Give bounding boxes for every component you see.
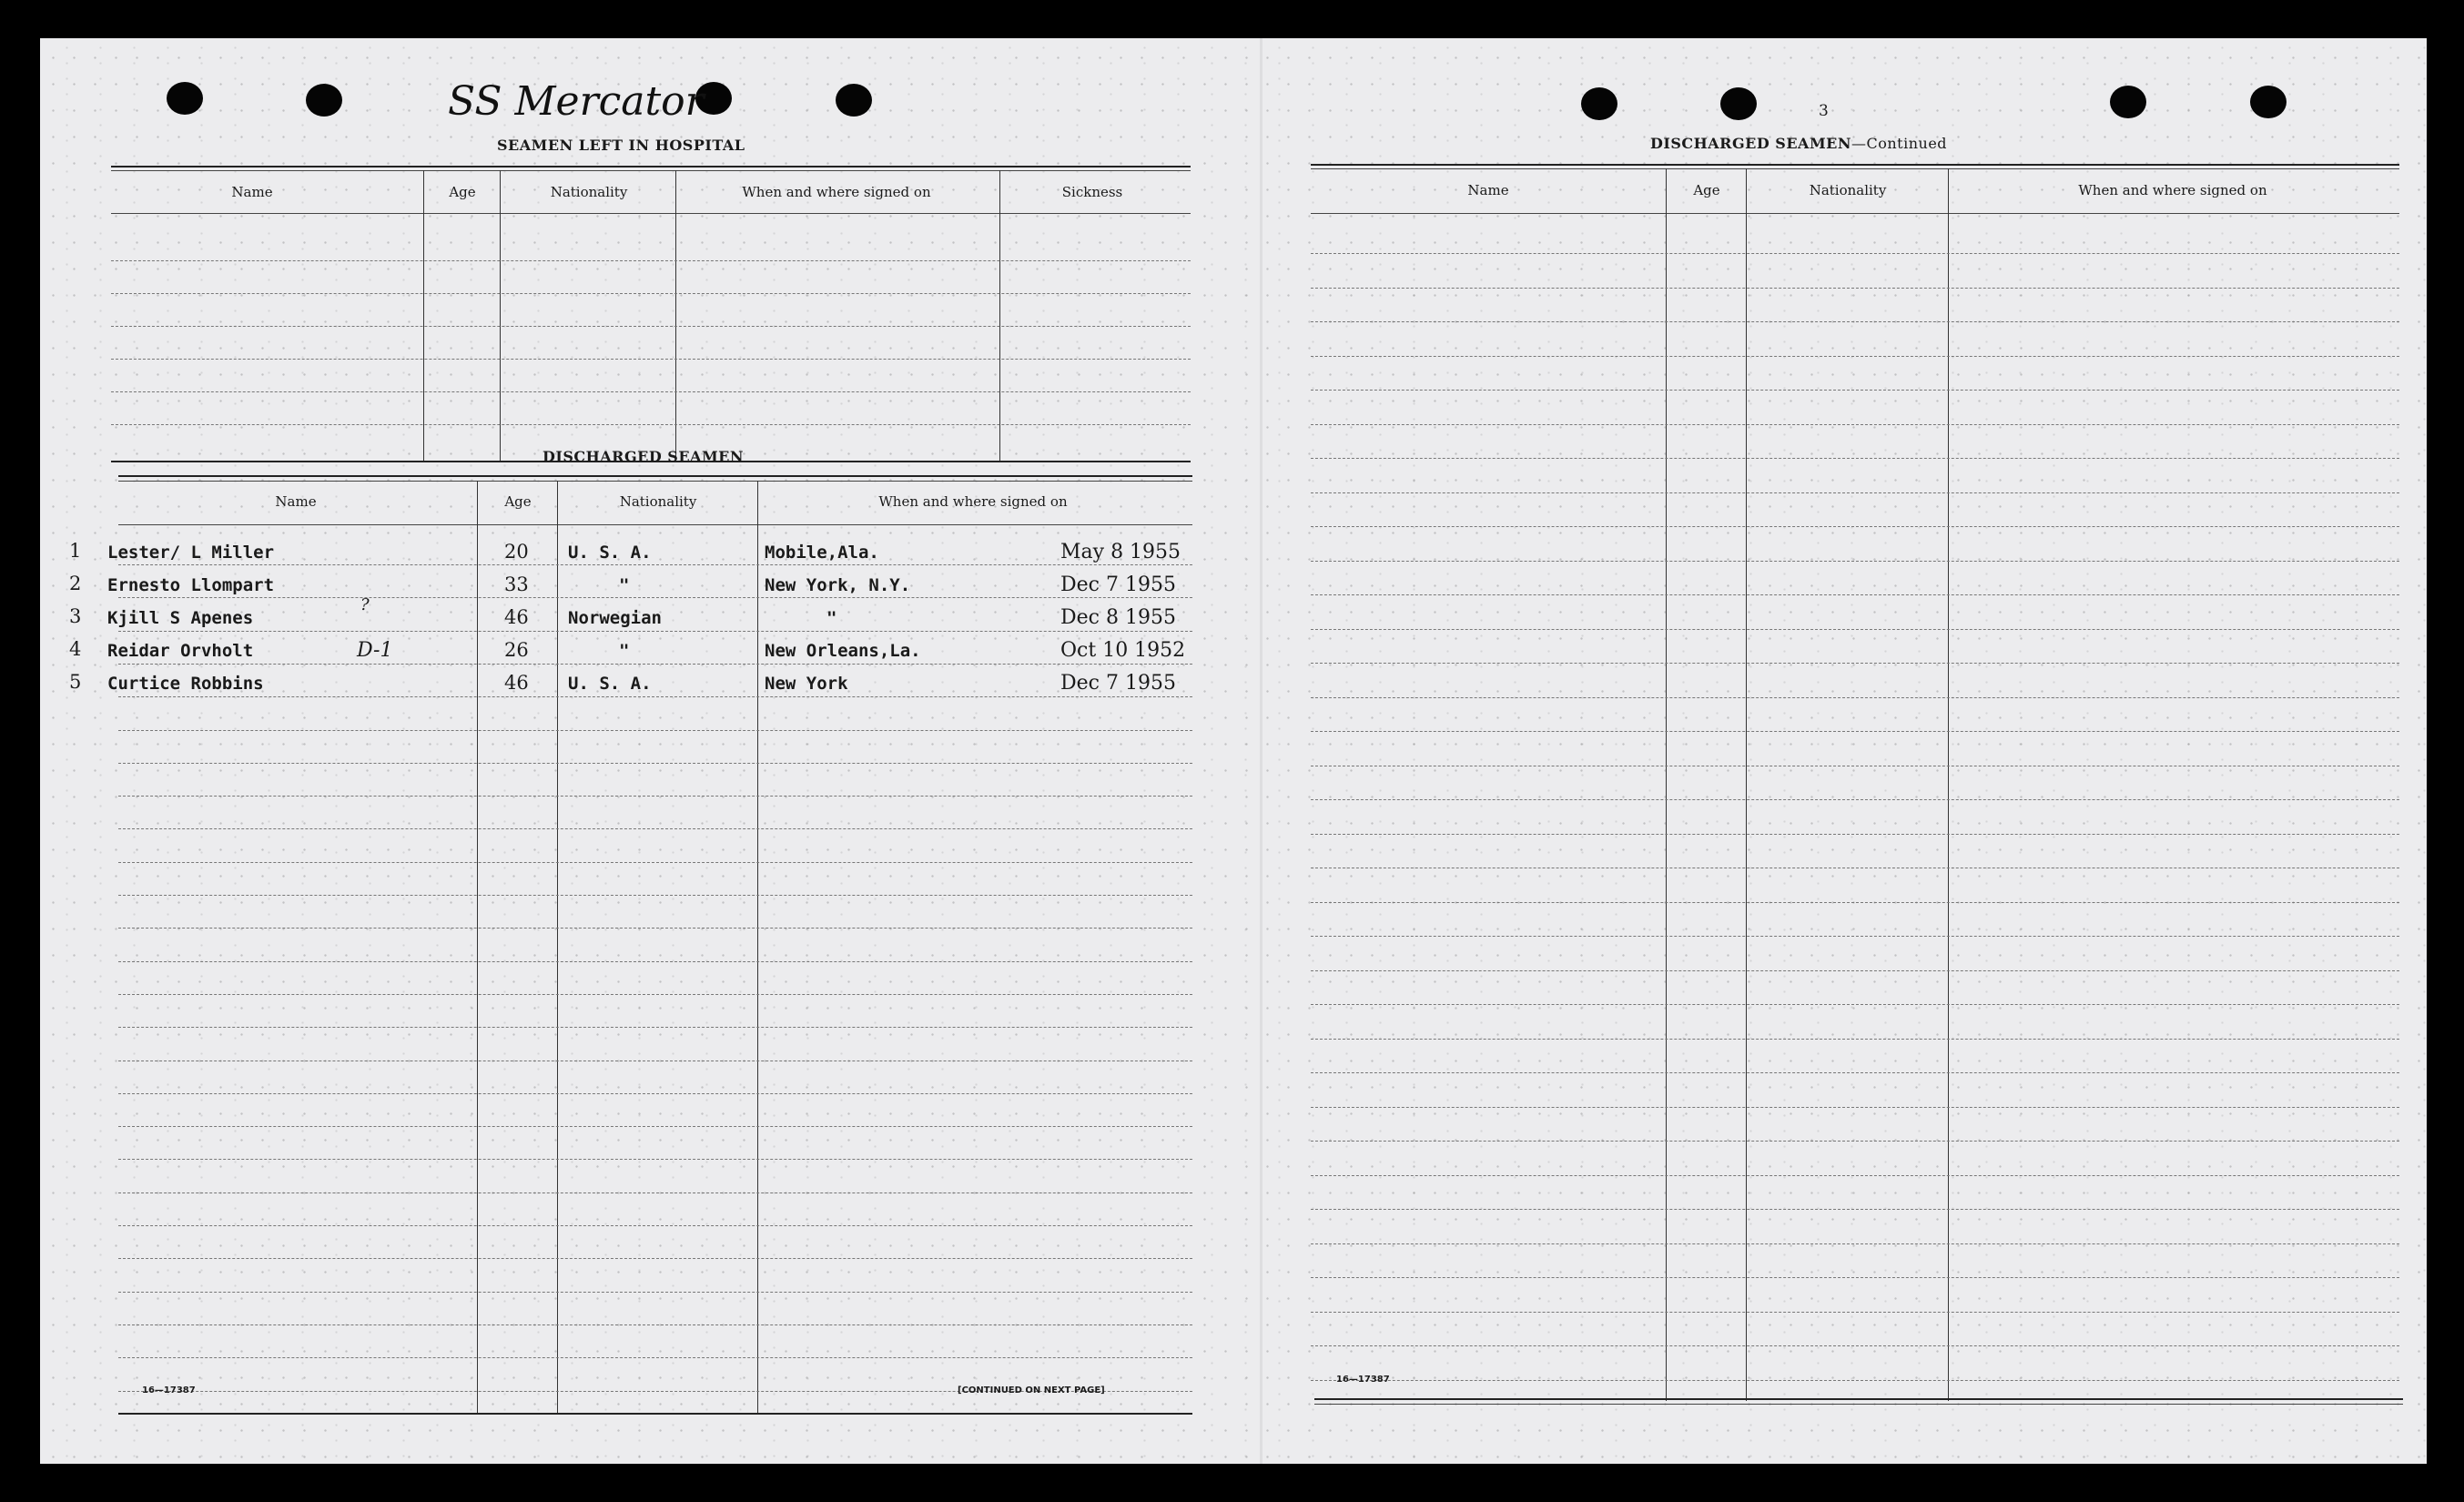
- seaman-name: Kjill S Apenes: [107, 608, 254, 628]
- seaman-nationality: ": [619, 641, 630, 661]
- entry-line: [1311, 834, 2399, 835]
- seaman-signed-on-place: ": [826, 608, 837, 628]
- entry-line: [1311, 1312, 2399, 1313]
- table-rule: [118, 1413, 1192, 1415]
- column-divider: [1746, 168, 1747, 1401]
- punch-hole: [306, 84, 342, 117]
- continued-header-nationality: Nationality: [1809, 182, 1887, 198]
- column-divider: [1666, 168, 1667, 1401]
- punch-hole: [2250, 86, 2287, 118]
- seaman-signed-on-date: Dec 7 1955: [1060, 672, 1176, 695]
- entry-line: [1311, 1277, 2399, 1278]
- seaman-signed-on-date: Dec 7 1955: [1060, 573, 1176, 596]
- column-divider: [675, 170, 676, 462]
- seaman-signed-on-date: May 8 1955: [1060, 541, 1181, 563]
- entry-line: [1311, 1004, 2399, 1005]
- seaman-nationality: U. S. A.: [568, 674, 652, 694]
- discharged-header-age: Age: [504, 493, 532, 510]
- continued-header-signed-on: When and where signed on: [2078, 182, 2267, 198]
- entry-line: [118, 763, 1192, 764]
- entry-line: [111, 359, 1191, 360]
- seaman-nationality: U. S. A.: [568, 543, 652, 563]
- discharged-continued-title: [1650, 135, 1947, 152]
- seaman-signed-on-date: Oct 10 1952: [1060, 639, 1186, 662]
- punch-hole: [1720, 87, 1757, 120]
- entry-line: [1311, 1039, 2399, 1040]
- column-divider: [1948, 168, 1949, 1401]
- seaman-age: 46: [504, 606, 529, 628]
- entry-line: [118, 796, 1192, 797]
- entry-line: [1311, 1243, 2399, 1244]
- entry-line: [118, 1126, 1192, 1127]
- discharged-header-signed-on: When and where signed on: [878, 493, 1068, 510]
- handwritten-ship-name: SS Mercator: [448, 78, 705, 125]
- handwritten-mark: D-1: [357, 639, 393, 662]
- punch-hole: [2110, 86, 2146, 118]
- entry-line: [1311, 321, 2399, 322]
- punch-hole: [167, 82, 203, 115]
- entry-line: [111, 260, 1191, 261]
- entry-line: [118, 895, 1192, 896]
- seaman-age: 33: [504, 573, 529, 595]
- seaman-signed-on-date: Dec 8 1955: [1060, 606, 1176, 629]
- entry-line: [1311, 1107, 2399, 1108]
- entry-line: [1311, 253, 2399, 254]
- entry-line: [118, 696, 1192, 697]
- entry-line: [111, 391, 1191, 392]
- continued-header-age: Age: [1693, 182, 1720, 198]
- table-rule: [1314, 1404, 2403, 1405]
- entry-line: [118, 1258, 1192, 1259]
- entry-line: [111, 326, 1191, 327]
- entry-line: [118, 928, 1192, 929]
- entry-line: [1311, 970, 2399, 971]
- entry-line: [1311, 526, 2399, 527]
- entry-line: [1311, 492, 2399, 493]
- entry-line: [118, 564, 1192, 565]
- entry-line: [1311, 731, 2399, 732]
- seaman-name: Reidar Orvholt: [107, 641, 254, 661]
- entry-line: [1311, 356, 2399, 357]
- entry-line: [1311, 288, 2399, 289]
- entry-line: [118, 1225, 1192, 1226]
- table-rule: [118, 481, 1192, 482]
- table-rule: [1311, 164, 2399, 166]
- entry-line: [1311, 1141, 2399, 1142]
- entry-line: [1311, 1175, 2399, 1176]
- entry-line: [1311, 1209, 2399, 1210]
- entry-line: [1311, 629, 2399, 630]
- entry-line: [118, 1192, 1192, 1193]
- entry-line: [118, 828, 1192, 829]
- entry-line: [1311, 902, 2399, 903]
- row-number: 5: [69, 671, 82, 693]
- table-rule: [1311, 168, 2399, 169]
- entry-line: [111, 424, 1191, 425]
- hospital-section-title: SEAMEN LEFT IN HOSPITAL: [497, 137, 745, 154]
- entry-line: [118, 730, 1192, 731]
- entry-line: [118, 1324, 1192, 1325]
- entry-line: [118, 961, 1192, 962]
- hospital-header-signed-on: When and where signed on: [742, 184, 931, 200]
- entry-line: [118, 664, 1192, 665]
- discharged-header-name: Name: [275, 493, 317, 510]
- seaman-age: 46: [504, 672, 529, 694]
- entry-line: [1311, 458, 2399, 459]
- entry-line: [118, 1357, 1192, 1358]
- seaman-signed-on-place: New York, N.Y.: [765, 575, 911, 595]
- entry-line: [118, 1027, 1192, 1028]
- hospital-header-nationality: Nationality: [550, 184, 628, 200]
- discharged-continued-title-main: DISCHARGED SEAMEN: [1650, 135, 1851, 152]
- entry-line: [1311, 663, 2399, 664]
- column-divider: [477, 481, 478, 1415]
- column-divider: [757, 481, 758, 1415]
- entry-line: [1311, 799, 2399, 800]
- hospital-header-name: Name: [231, 184, 273, 200]
- seaman-age: 20: [504, 541, 529, 563]
- continued-note: [CONTINUED ON NEXT PAGE]: [958, 1385, 1105, 1395]
- row-number: 2: [69, 573, 82, 594]
- entry-line: [1311, 1345, 2399, 1346]
- row-number: 1: [69, 540, 82, 562]
- table-rule: [118, 475, 1192, 477]
- row-number: 3: [69, 605, 82, 627]
- entry-line: [118, 1159, 1192, 1160]
- hospital-header-age: Age: [449, 184, 476, 200]
- discharged-section-title: DISCHARGED SEAMEN: [542, 448, 744, 465]
- entry-line: [1311, 594, 2399, 595]
- table-rule: [111, 166, 1191, 167]
- document-sheet: [40, 38, 2427, 1464]
- entry-line: [1311, 697, 2399, 698]
- entry-line: [1311, 936, 2399, 937]
- punch-hole: [836, 84, 872, 117]
- seaman-name: Ernesto Llompart: [107, 575, 275, 595]
- discharged-header-nationality: Nationality: [619, 493, 697, 510]
- column-divider: [423, 170, 424, 462]
- discharged-continued-title-suffix: —Continued: [1851, 135, 1948, 152]
- handwritten-mark: ?: [360, 595, 370, 614]
- entry-line: [118, 1292, 1192, 1293]
- form-number-right: 16—17387: [1336, 1375, 1390, 1385]
- column-divider: [999, 170, 1000, 462]
- row-number: 4: [69, 638, 82, 660]
- hospital-header-sickness: Sickness: [1061, 184, 1123, 200]
- table-rule: [1311, 213, 2399, 214]
- seaman-name: Curtice Robbins: [107, 674, 264, 694]
- entry-line: [1311, 1380, 2399, 1381]
- entry-line: [1311, 390, 2399, 391]
- entry-line: [118, 597, 1192, 598]
- seaman-nationality: ": [619, 575, 630, 595]
- table-rule: [1314, 1398, 2403, 1400]
- punch-hole: [1581, 87, 1617, 120]
- page-fold: [1260, 38, 1262, 1464]
- entry-line: [118, 631, 1192, 632]
- entry-line: [1311, 1072, 2399, 1073]
- seaman-name: Lester/ L Miller: [107, 543, 275, 563]
- table-rule: [118, 524, 1192, 525]
- table-rule: [111, 213, 1191, 214]
- table-rule: [111, 170, 1191, 171]
- entry-line: [118, 862, 1192, 863]
- entry-line: [1311, 561, 2399, 562]
- seaman-nationality: Norwegian: [568, 608, 662, 628]
- seaman-signed-on-place: Mobile,Ala.: [765, 543, 879, 563]
- form-number-left: 16—17387: [142, 1385, 196, 1395]
- column-divider: [557, 481, 558, 1415]
- continued-header-name: Name: [1467, 182, 1509, 198]
- seaman-signed-on-place: New York: [765, 674, 848, 694]
- page-number: 3: [1819, 102, 1829, 120]
- entry-line: [1311, 424, 2399, 425]
- seaman-signed-on-place: New Orleans,La.: [765, 641, 921, 661]
- column-divider: [500, 170, 501, 462]
- entry-line: [118, 1093, 1192, 1094]
- entry-line: [111, 293, 1191, 294]
- seaman-age: 26: [504, 639, 529, 661]
- entry-line: [118, 994, 1192, 995]
